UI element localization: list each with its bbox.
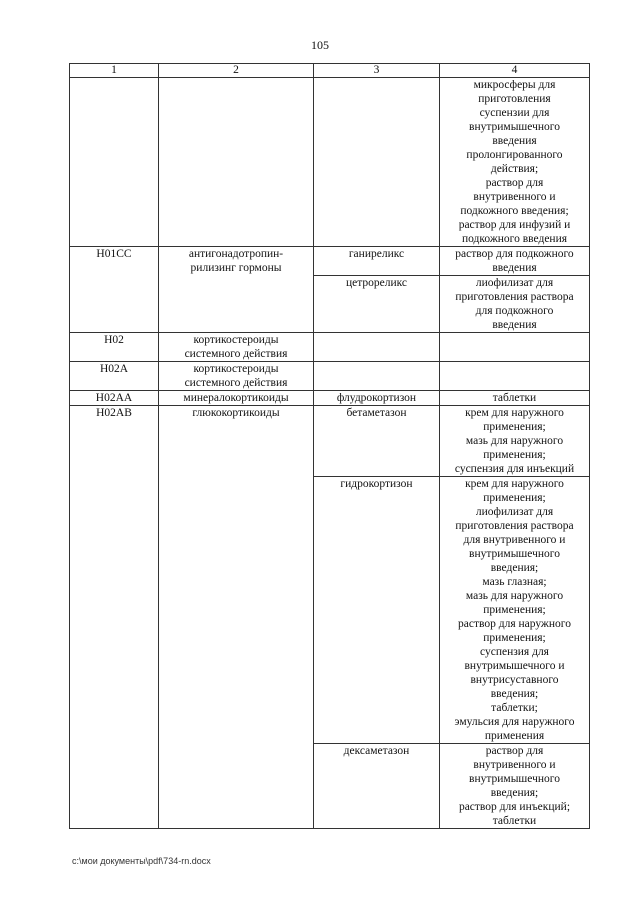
drug-cell-line: гидрокортизон <box>340 478 413 490</box>
dosage-forms-cell-line: эмульсия для наружного <box>454 716 575 728</box>
dosage-forms-cell <box>440 391 590 406</box>
dosage-forms-cell-line: введения; <box>490 688 539 700</box>
drug-cell <box>314 391 440 406</box>
group-cell-line: системного действия <box>184 377 288 389</box>
dosage-forms-cell <box>440 78 590 247</box>
dosage-forms-cell-line: крем для наружного <box>465 478 564 490</box>
group-cell <box>159 333 314 362</box>
table-row <box>70 406 590 477</box>
atc-code-cell: H02A <box>70 362 159 391</box>
dosage-forms-cell <box>440 333 590 362</box>
table-row <box>70 333 590 362</box>
drug-cell-line: дексаметазон <box>343 745 410 757</box>
dosage-forms-cell-line: внутримышечного <box>469 548 560 560</box>
dosage-forms-cell <box>440 406 590 477</box>
dosage-forms-cell-line: пролонгированного <box>466 149 563 161</box>
dosage-forms-cell-line: внутривенного и <box>473 191 556 203</box>
dosage-forms-cell-line: раствор для наружного <box>458 618 571 630</box>
dosage-forms-cell-line: мазь глазная; <box>482 576 547 588</box>
dosage-forms-cell-line: таблетки <box>492 815 537 827</box>
dosage-forms-cell-line: приготовления <box>478 93 551 105</box>
drug-cell <box>314 276 440 333</box>
dosage-forms-cell-line: для подкожного <box>475 305 554 317</box>
dosage-forms-cell-line: применения; <box>483 421 546 433</box>
dosage-forms-cell-line: внутримышечного <box>469 121 560 133</box>
table-row <box>70 391 590 406</box>
dosage-forms-cell-line: для внутривенного и <box>463 534 566 546</box>
header-col-3: 3 <box>314 64 440 78</box>
group-cell-line: глюкокортикоиды <box>192 407 280 419</box>
dosage-forms-cell-line: действия; <box>490 163 539 175</box>
dosage-forms-cell-line: введения <box>492 319 537 331</box>
group-cell <box>159 247 314 333</box>
dosage-forms-cell-line: подкожного введения; <box>460 205 569 217</box>
atc-code-cell: H02 <box>70 333 159 362</box>
dosage-forms-cell-line: лиофилизат для <box>475 277 554 289</box>
dosage-forms-cell-line: внутримышечного <box>469 773 560 785</box>
group-cell <box>159 78 314 247</box>
group-cell-line: рилизинг гормоны <box>190 262 282 274</box>
dosage-forms-cell-line: раствор для <box>485 177 544 189</box>
group-cell <box>159 406 314 829</box>
dosage-forms-cell-line: приготовления раствора <box>455 291 574 303</box>
dosage-forms-cell-line: раствор для инъекций; <box>458 801 571 813</box>
drug-cell <box>314 477 440 744</box>
dosage-forms-cell-line: введения <box>492 135 537 147</box>
group-cell-line: минералокортикоиды <box>183 392 289 404</box>
atc-code-cell: H01CC <box>70 247 159 333</box>
dosage-forms-cell-line: раствор для подкожного <box>455 248 574 260</box>
dosage-forms-cell <box>440 247 590 276</box>
header-col-1: 1 <box>70 64 159 78</box>
dosage-forms-cell-line: мазь для наружного <box>465 590 564 602</box>
dosage-forms-cell-line: таблетки; <box>491 702 538 714</box>
header-row <box>70 64 590 78</box>
header-col-2: 2 <box>159 64 314 78</box>
dosage-forms-cell-line: микросферы для <box>473 79 556 91</box>
drug-cell-line: флудрокортизон <box>336 392 417 404</box>
dosage-forms-cell-line: внутрисуставного <box>470 674 559 686</box>
dosage-forms-cell-line: раствор для <box>485 745 544 757</box>
group-cell <box>159 391 314 406</box>
dosage-forms-cell-line: введения; <box>490 787 539 799</box>
table-row <box>70 362 590 391</box>
group-cell <box>159 362 314 391</box>
dosage-forms-cell-line: раствор для инфузий и <box>458 219 571 231</box>
page-number: 105 <box>311 38 329 52</box>
dosage-forms-cell <box>440 276 590 333</box>
dosage-forms-cell-line: применения; <box>483 604 546 616</box>
header-col-4: 4 <box>440 64 590 78</box>
table-row <box>70 78 590 247</box>
table-body <box>70 78 590 829</box>
drug-cell-line: ганиреликс <box>348 248 405 260</box>
dosage-forms-cell-line: таблетки <box>492 392 537 404</box>
table-header <box>70 64 590 78</box>
drug-cell-line: бетаметазон <box>346 407 407 419</box>
dosage-forms-cell-line: введения; <box>490 562 539 574</box>
drug-cell <box>314 362 440 391</box>
drug-cell <box>314 406 440 477</box>
dosage-forms-cell <box>440 362 590 391</box>
dosage-forms-cell-line: внутримышечного и <box>464 660 565 672</box>
atc-code-cell <box>70 78 159 247</box>
dosage-forms-cell-line: лиофилизат для <box>475 506 554 518</box>
dosage-forms-cell <box>440 744 590 829</box>
dosage-forms-cell-line: крем для наружного <box>465 407 564 419</box>
drug-cell <box>314 744 440 829</box>
dosage-forms-cell-line: мазь для наружного <box>465 435 564 447</box>
file-path-footer: c:\мои документы\pdf\734-rn.docx <box>72 856 211 866</box>
drug-cell <box>314 247 440 276</box>
dosage-forms-cell-line: суспензия для инъекций <box>454 463 575 475</box>
dosage-forms-cell-line: суспензия для <box>480 646 549 658</box>
dosage-forms-cell-line: применения; <box>483 449 546 461</box>
dosage-forms-cell-line: внутривенного и <box>473 759 556 771</box>
drug-table <box>69 63 590 829</box>
group-cell-line: кортикостероиды <box>193 334 279 346</box>
table-row <box>70 247 590 276</box>
drug-cell <box>314 333 440 362</box>
dosage-forms-cell-line: применения; <box>483 492 546 504</box>
dosage-forms-cell-line: подкожного введения <box>461 233 568 245</box>
dosage-forms-cell-line: применения <box>484 730 545 742</box>
drug-cell <box>314 78 440 247</box>
atc-code-cell: H02AA <box>70 391 159 406</box>
drug-cell-line: цетрореликс <box>345 277 408 289</box>
group-cell-line: системного действия <box>184 348 288 360</box>
dosage-forms-cell-line: введения <box>492 262 537 274</box>
group-cell-line: антигонадотропин- <box>188 248 284 260</box>
group-cell-line: кортикостероиды <box>193 363 279 375</box>
dosage-forms-cell-line: приготовления раствора <box>455 520 574 532</box>
dosage-forms-cell-line: применения; <box>483 632 546 644</box>
dosage-forms-cell <box>440 477 590 744</box>
dosage-forms-cell-line: суспензии для <box>479 107 550 119</box>
atc-code-cell: H02AB <box>70 406 159 829</box>
